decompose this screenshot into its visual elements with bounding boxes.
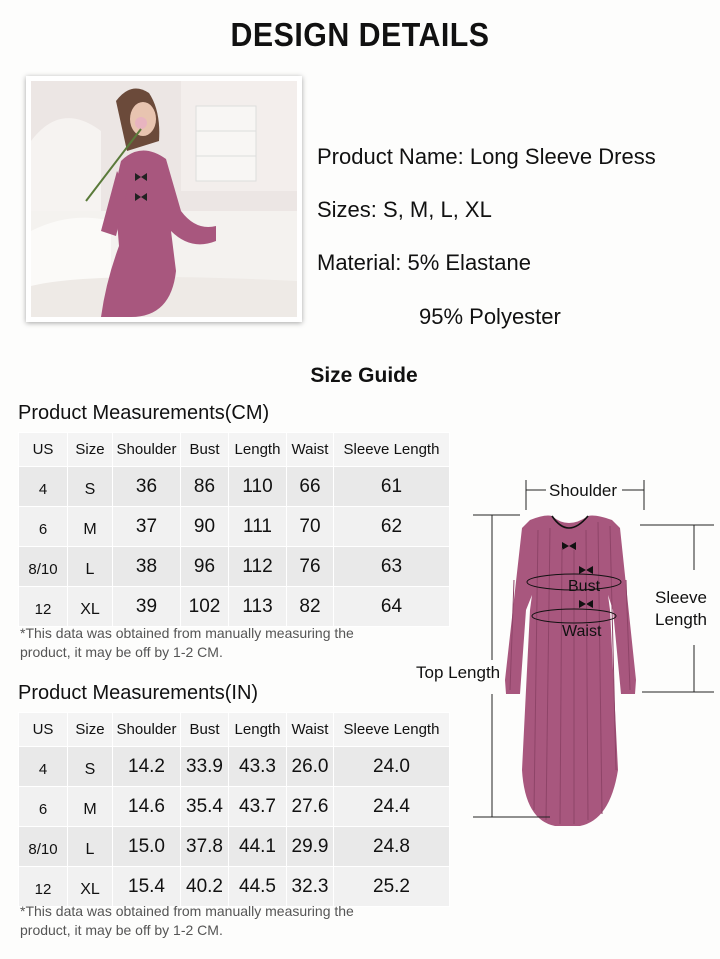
table-cell: 14.6 [113,787,181,827]
table-cell: 38 [113,547,181,587]
table-header-cell: Waist [287,713,334,747]
table-cell: 6 [19,787,68,827]
top-length-label: Top Length [416,663,501,682]
material-text: Material: 5% Elastane [317,250,531,275]
table-cell: 64 [334,587,450,627]
table-header-cell: Bust [181,713,229,747]
table-row [19,787,450,827]
table-cell: 44.5 [229,867,287,907]
table-cell: L [68,547,113,587]
table-row [19,867,450,907]
table-header-cell: Size [68,713,113,747]
table-cell: 24.0 [334,747,450,787]
in-section-title: Product Measurements(IN) [18,682,259,704]
table-cell: 35.4 [181,787,229,827]
table-cell: 12 [19,867,68,907]
table-header-cell: Sleeve Length [334,713,450,747]
table-cell: 37.8 [181,827,229,867]
table-header-cell: US [19,433,68,467]
bust-label: Bust [568,578,601,595]
table-cell: 66 [287,467,334,507]
table-cell: 27.6 [287,787,334,827]
page-title: DESIGN DETAILS [230,16,490,53]
table-cell: XL [68,587,113,627]
table-cell: M [68,507,113,547]
table-row [19,547,450,587]
table-header-cell: US [19,713,68,747]
cm-note: *This data was obtained from manually measuring the product, it may be off by 1-2 CM. [20,625,354,660]
table-cell: 26.0 [287,747,334,787]
table-cell: 102 [181,587,229,627]
cm-section-title: Product Measurements(CM) [18,402,270,424]
table-cell: 29.9 [287,827,334,867]
table-row [19,747,450,787]
cm-size-table [18,432,450,627]
shoulder-label: Shoulder [549,481,618,500]
table-row [19,587,450,627]
table-cell: 8/10 [19,547,68,587]
table-header-cell: Length [229,433,287,467]
table-cell: 63 [334,547,450,587]
table-cell: 37 [113,507,181,547]
table-header-cell: Length [229,713,287,747]
table-header-cell: Shoulder [113,713,181,747]
table-cell: 111 [229,507,287,547]
table-cell: 12 [19,587,68,627]
table-cell: 4 [19,467,68,507]
table-cell: 15.4 [113,867,181,907]
product-name: Product Name: Long Sleeve Dress [317,144,656,169]
table-cell: 43.3 [229,747,287,787]
table-cell: 44.1 [229,827,287,867]
table-cell: 25.2 [334,867,450,907]
table-cell: 61 [334,467,450,507]
table-header-cell: Waist [287,433,334,467]
sleeve-length-label-2: Length [655,610,707,629]
table-header-cell: Bust [181,433,229,467]
table-cell: 70 [287,507,334,547]
table-cell: 24.8 [334,827,450,867]
table-cell: 39 [113,587,181,627]
table-cell: L [68,827,113,867]
product-photo [26,76,302,322]
table-header-cell: Sleeve Length [334,433,450,467]
table-cell: 90 [181,507,229,547]
table-header-row [19,713,450,747]
table-cell: M [68,787,113,827]
table-cell: 43.7 [229,787,287,827]
dress-shape [505,516,636,827]
sizes-text: Sizes: S, M, L, XL [317,197,492,222]
dress-measurement-diagram [470,470,720,840]
model-photo-illustration [31,81,297,317]
table-cell: 110 [229,467,287,507]
table-cell: XL [68,867,113,907]
table-cell: 15.0 [113,827,181,867]
table-cell: 14.2 [113,747,181,787]
sleeve-length-label-1: Sleeve [655,588,707,607]
table-cell: 96 [181,547,229,587]
table-cell: 33.9 [181,747,229,787]
table-row [19,467,450,507]
table-cell: 6 [19,507,68,547]
table-cell: 36 [113,467,181,507]
table-cell: 113 [229,587,287,627]
table-header-row [19,433,450,467]
table-cell: 8/10 [19,827,68,867]
table-cell: 4 [19,747,68,787]
table-header-cell: Shoulder [113,433,181,467]
table-row [19,507,450,547]
table-cell: 82 [287,587,334,627]
in-note: *This data was obtained from manually measuring the product, it may be off by 1-2 CM. [20,903,354,938]
table-cell: 62 [334,507,450,547]
table-cell: 76 [287,547,334,587]
table-cell: 24.4 [334,787,450,827]
table-cell: S [68,467,113,507]
in-size-table [18,712,450,907]
waist-label: Waist [562,623,602,640]
table-cell: 86 [181,467,229,507]
size-guide-title: Size Guide [310,364,418,387]
table-header-cell: Size [68,433,113,467]
table-cell: S [68,747,113,787]
table-cell: 40.2 [181,867,229,907]
material-text-2: 95% Polyester [419,304,561,329]
table-cell: 32.3 [287,867,334,907]
table-row [19,827,450,867]
table-cell: 112 [229,547,287,587]
